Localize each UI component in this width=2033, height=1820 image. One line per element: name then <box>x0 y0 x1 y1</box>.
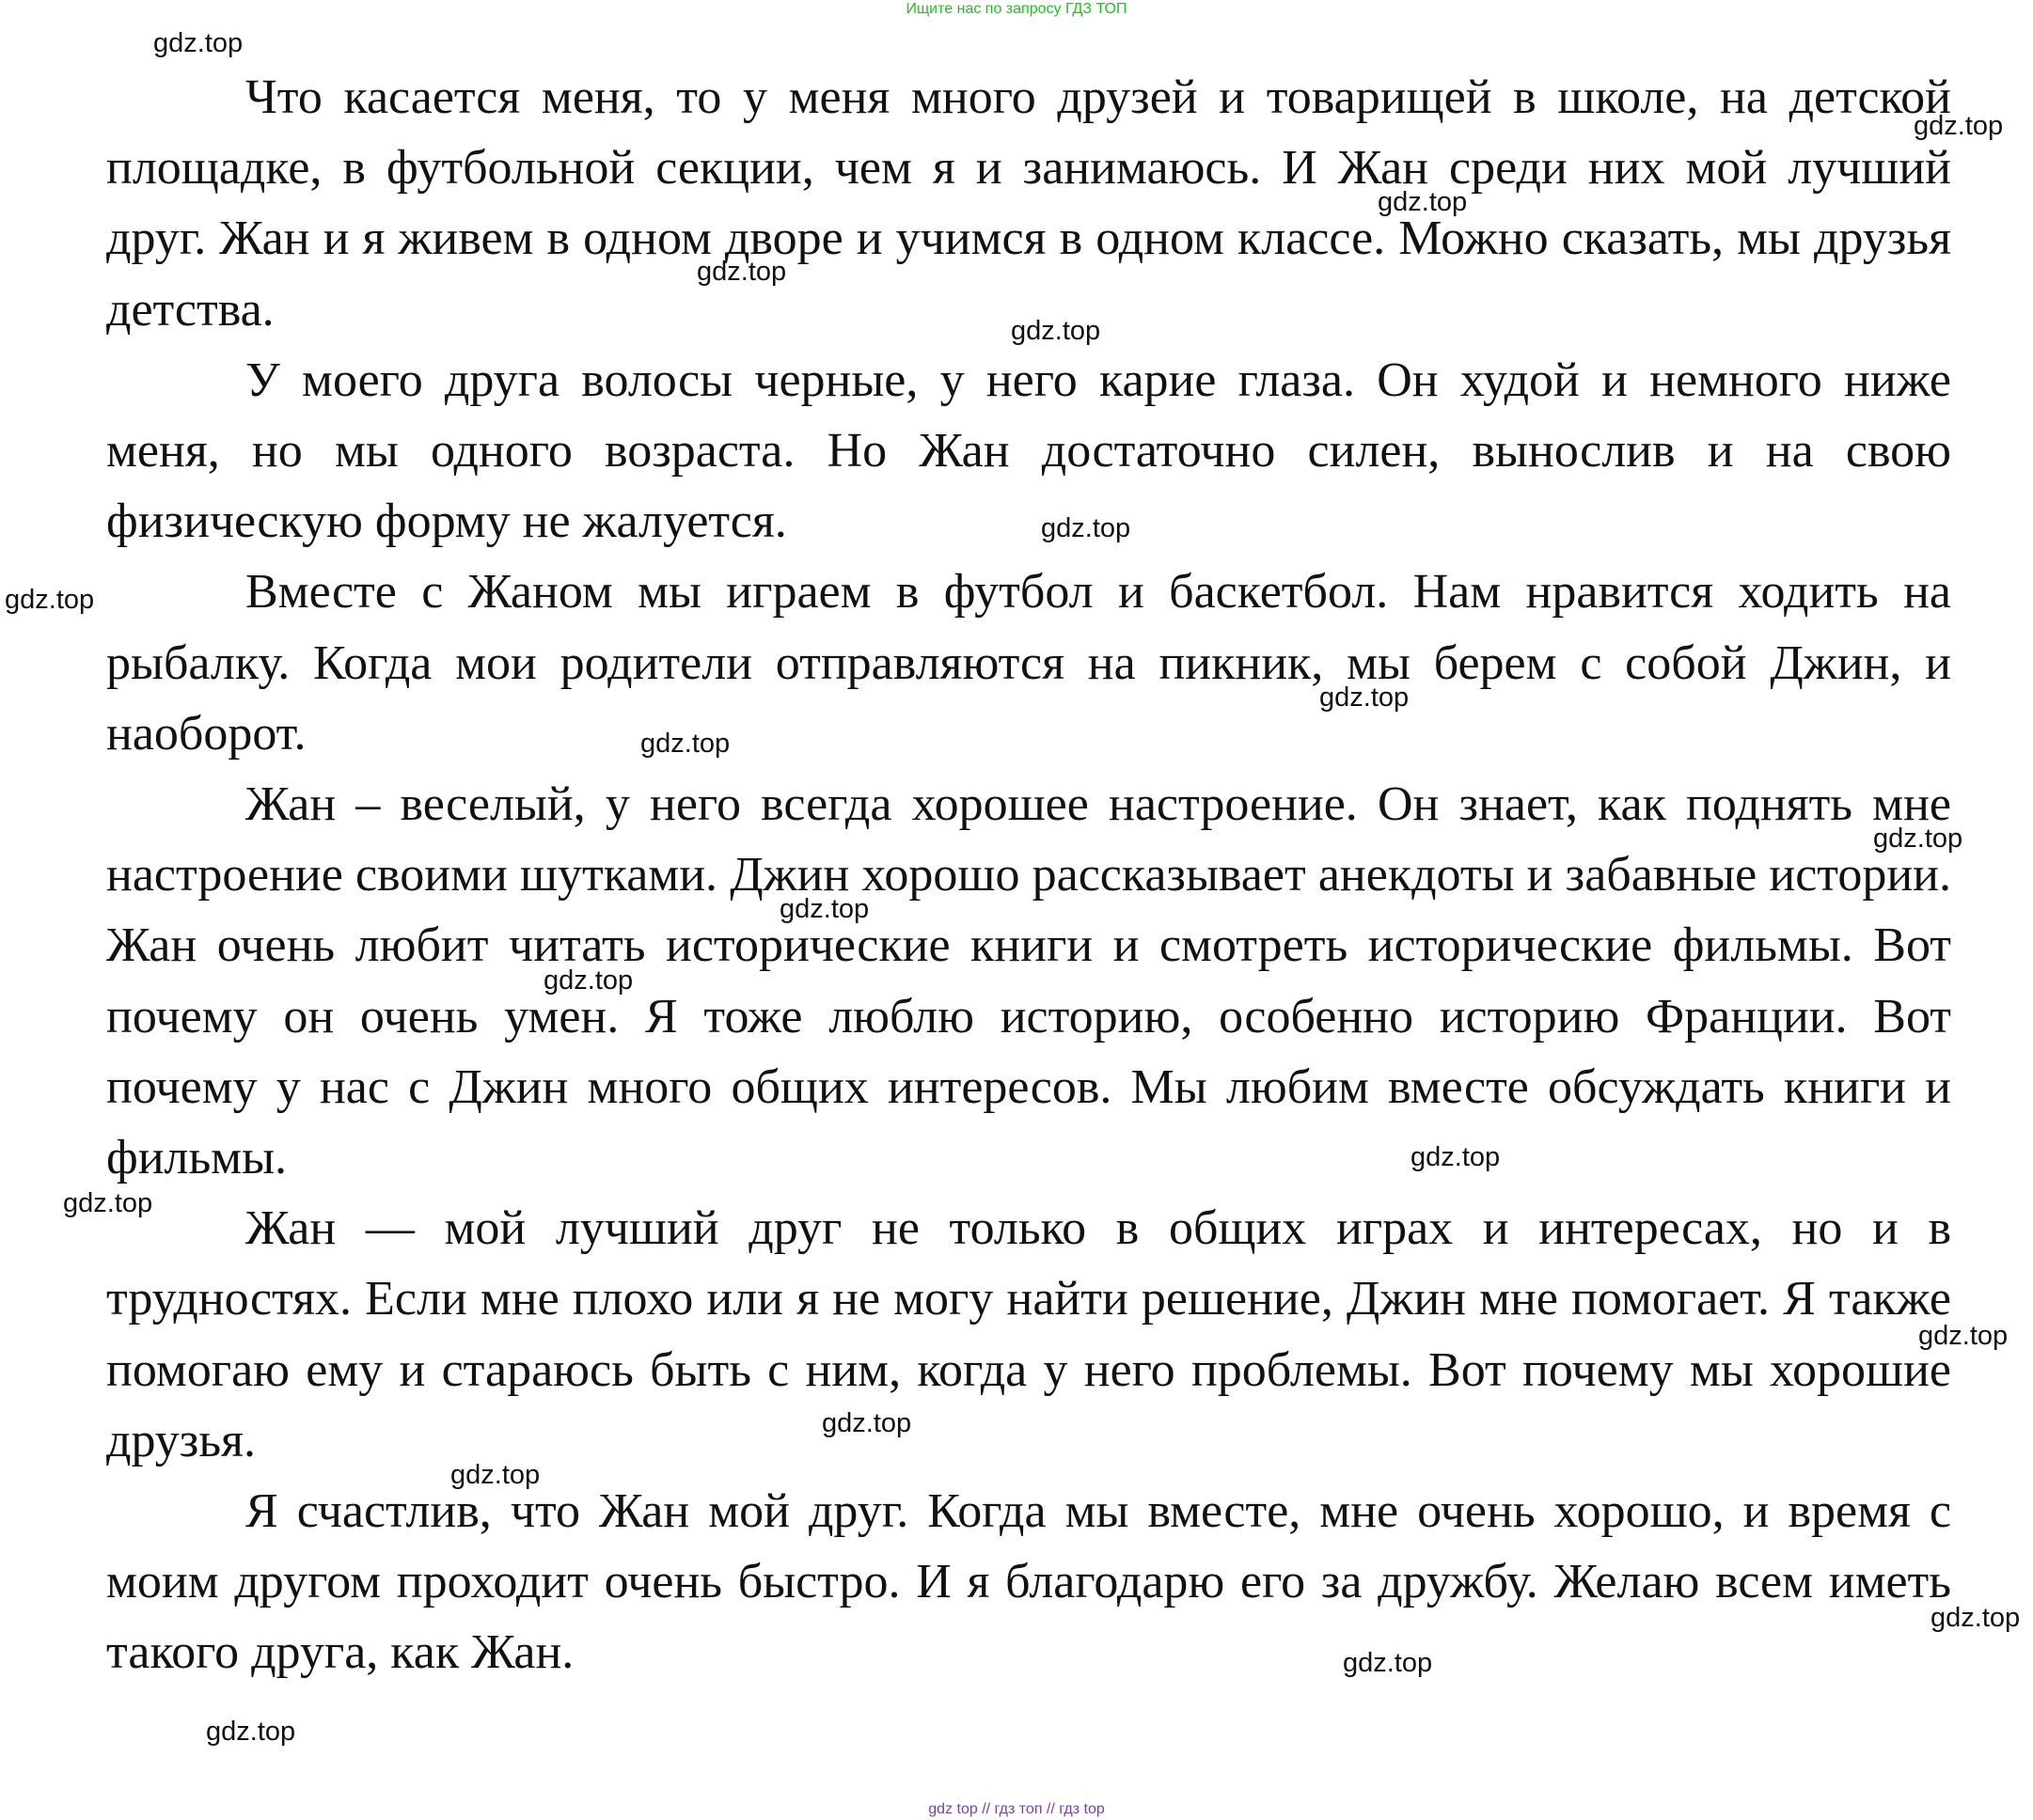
essay-paragraph-4: Жан – веселый, у него всегда хорошее настроение. Он знает, как поднять мне настроение своими шутками. Джин хорошо рассказывает анекдоты и забавные истории. Жан очень любит читать исторические книги и смотреть исторические фильмы. Вот почему он очень умен. Я тоже люблю историю, особенно историю Франции. Вот почему у нас с Джин много общих интересов. Мы любим вместе обсуждать книги и фильмы. <box>106 777 1951 1185</box>
top-banner: Ищите нас по запросу ГДЗ ТОП <box>906 1 1127 17</box>
watermark: gdz.top <box>1319 682 1410 713</box>
watermark: gdz.top <box>1873 824 1963 854</box>
watermark: gdz.top <box>450 1460 541 1490</box>
watermark: gdz.top <box>1343 1648 1433 1678</box>
essay-text <box>106 62 1951 1688</box>
footer-text: gdz top // гдз топ // гдз top <box>928 1801 1105 1817</box>
watermark: gdz.top <box>1410 1142 1501 1172</box>
watermark: gdz.top <box>153 28 244 58</box>
watermark: gdz.top <box>1378 187 1468 217</box>
watermark: gdz.top <box>1041 513 1131 543</box>
essay-paragraph-6: Я счастлив, что Жан мой друг. Когда мы вместе, мне очень хорошо, и время с моим другом проходит очень быстро. И я благодарю его за дружбу. Желаю всем иметь такого друга, как Жан. <box>106 1484 1951 1680</box>
watermark: gdz.top <box>1918 1321 2009 1351</box>
essay-paragraph-2: У моего друга волосы черные, у него карие глаза. Он худой и немного ниже меня, но мы одного возраста. Но Жан достаточно силен, вынослив и на свою физическую форму не жалуется. <box>106 353 1951 549</box>
essay-paragraph-5: Жан — мой лучший друг не только в общих играх и интересах, но и в трудностях. Если мне плохо или я не могу найти решение, Джин мне помогает. Я также помогаю ему и стараюсь быть с ним, когда у него проблемы. Вот почему мы хорошие друзья. <box>106 1201 1951 1467</box>
watermark: gdz.top <box>640 729 731 759</box>
watermark: gdz.top <box>780 894 870 924</box>
watermark: gdz.top <box>1011 316 1101 346</box>
watermark: gdz.top <box>1914 111 2004 141</box>
watermark: gdz.top <box>1931 1603 2021 1633</box>
watermark: gdz.top <box>822 1408 912 1438</box>
watermark: gdz.top <box>697 257 787 287</box>
essay-paragraph-3: Вместе с Жаном мы играем в футбол и баскетбол. Нам нравится ходить на рыбалку. Когда мои родители отправляются на пикник, мы берем с собой Джин, и наоборот. <box>106 565 1951 761</box>
watermark: gdz.top <box>544 965 634 996</box>
watermark: gdz.top <box>63 1188 153 1218</box>
watermark: gdz.top <box>206 1717 296 1747</box>
watermark: gdz.top <box>5 585 95 615</box>
essay-paragraph-1: Что касается меня, то у меня много друзей и товарищей в школе, на детской площадке, в футбольной секции, чем я и занимаюсь. И Жан среди них мой лучший друг. Жан и я живем в одном дворе и учимся в одном классе. Можно сказать, мы друзья детства. <box>106 71 1951 337</box>
